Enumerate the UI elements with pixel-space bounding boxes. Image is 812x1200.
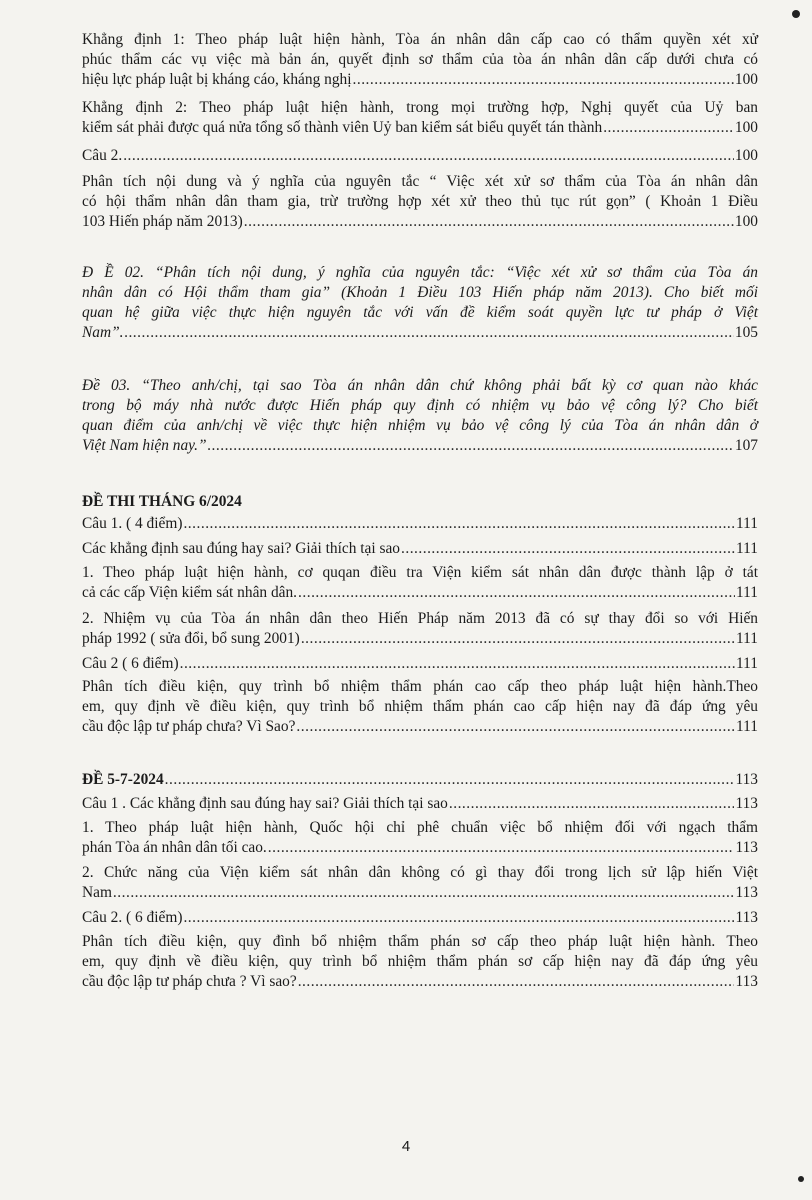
page-ref: 113: [735, 884, 758, 901]
entry-line: trong bộ máy nhà nước được Hiến pháp quy định có nhiệm vụ bảo vệ công lý? Cho biết: [82, 397, 758, 414]
entry-line: ĐỀ 5-7-2024: [82, 771, 164, 788]
page-ref: 113: [735, 795, 758, 812]
entry-line: có hội thẩm nhân dân tham gia, trừ trường hợp xét xử theo thủ tục rút gọn” ( Khoản 1 Điều: [82, 193, 758, 210]
entry-line: Việt Nam hiện nay.”: [82, 437, 207, 454]
section-heading[interactable]: [82, 492, 758, 512]
toc-entry[interactable]: [82, 30, 758, 90]
toc-entry[interactable]: [82, 818, 758, 858]
page-ref: 111: [736, 630, 758, 647]
page-ref: 111: [736, 718, 758, 735]
page-ref: 105: [734, 324, 758, 341]
entry-line: hiệu lực pháp luật bị kháng cáo, kháng nghị: [82, 71, 352, 88]
toc-entry[interactable]: [82, 172, 758, 232]
entry-line: cả các cấp Viện kiểm sát nhân dân.: [82, 584, 298, 601]
entry-line: cầu độc lập tư pháp chưa ? Vì sao?: [82, 973, 297, 990]
entry-line: 2. Chức năng của Viện kiểm sát nhân dân không có gì thay đổi trong lịch sử lập hiến Việt: [82, 864, 758, 881]
page-ref: 100: [734, 213, 758, 230]
entry-line: quan điểm của anh/chị về việc thực hiện nhiệm vụ bảo vệ công lý của Tòa án nhân dân ở: [82, 417, 758, 434]
page-ref: 113: [735, 973, 758, 990]
toc-entry[interactable]: [82, 563, 758, 603]
entry-line: 1. Theo pháp luật hiện hành, Quốc hội chỉ phê chuẩn việc bổ nhiệm đối với ngạch thẩm: [82, 819, 758, 836]
page-number: 4: [401, 1138, 411, 1155]
page-ref: 111: [736, 655, 758, 672]
toc-entry[interactable]: [82, 932, 758, 992]
entry-line: Các khẳng định sau đúng hay sai? Giải thích tại sao: [82, 540, 400, 557]
entry-line: em, quy định về điều kiện, quy trình bổ nhiệm thẩm phán cao cấp hiện nay đã đáp ứng yêu: [82, 698, 758, 715]
page-ref: 111: [736, 584, 758, 601]
toc-entry[interactable]: [82, 263, 758, 343]
section-heading[interactable]: [82, 770, 758, 790]
entry-line: Phân tích nội dung và ý nghĩa của nguyên tắc “ Việc xét xử sơ thẩm của Tòa án nhân dân: [82, 173, 758, 190]
page-ref: 100: [734, 71, 758, 88]
entry-line: 2. Nhiệm vụ của Tòa án nhân dân theo Hiến Pháp năm 2013 đã có sự thay đổi so với Hiến: [82, 610, 758, 627]
entry-line: 103 Hiến pháp năm 2013): [82, 213, 243, 230]
scan-mark: [798, 1176, 804, 1182]
entry-line: Câu 1 . Các khẳng định sau đúng hay sai? Giải thích tại sao: [82, 795, 448, 812]
entry-line: Nam: [82, 884, 112, 901]
entry-line: Khẳng định 2: Theo pháp luật hiện hành, trong mọi trường hợp, Nghị quyết của Uỷ ban: [82, 99, 758, 116]
toc-entry[interactable]: [82, 654, 758, 674]
toc-entry[interactable]: [82, 863, 758, 903]
page-ref: 113: [735, 839, 758, 856]
toc-entry[interactable]: [82, 376, 758, 456]
page-ref: 107: [734, 437, 758, 454]
toc-entry[interactable]: [82, 794, 758, 814]
entry-line: Câu 1. ( 4 điểm): [82, 515, 183, 532]
entry-line: Câu 2.: [82, 147, 123, 164]
page-ref: 111: [736, 540, 758, 557]
toc-entry[interactable]: [82, 539, 758, 559]
entry-line: pháp 1992 ( sửa đổi, bổ sung 2001): [82, 630, 300, 647]
entry-line: Khẳng định 1: Theo pháp luật hiện hành, Tòa án nhân dân cấp cao có thẩm quyền xét xử: [82, 31, 758, 48]
scan-mark: [792, 10, 800, 18]
entry-line: em, quy định về điều kiện, quy trình bổ nhiệm thẩm phán sơ cấp hiện nay đã đáp ứng yêu: [82, 953, 758, 970]
page-ref: 100: [734, 147, 758, 164]
page-ref: 113: [735, 771, 758, 788]
entry-line: phúc thẩm các vụ việc mà bản án, quyết định sơ thẩm của tòa án nhân dân cấp dưới chưa có: [82, 51, 758, 68]
entry-line: Câu 2. ( 6 điểm): [82, 909, 183, 926]
entry-line: 1. Theo pháp luật hiện hành, cơ quqan điều tra Viện kiểm sát nhân dân được thành lập ở tát: [82, 564, 758, 581]
entry-line: kiểm sát phải được quá nửa tổng số thành viên Uỷ ban kiểm sát biểu quyết tán thành: [82, 119, 603, 136]
page-ref: 100: [734, 119, 758, 136]
toc-entry[interactable]: [82, 514, 758, 534]
page-ref: 111: [736, 515, 758, 532]
toc-entry[interactable]: [82, 146, 758, 166]
entry-line: Đ Ề 02. “Phân tích nội dung, ý nghĩa của nguyên tắc: “Việc xét xử sơ thẩm của Tòa án: [82, 264, 758, 281]
entry-line: Câu 2 ( 6 điểm): [82, 655, 179, 672]
toc-entry[interactable]: [82, 908, 758, 928]
entry-line: phán Tòa án nhân dân tối cao.: [82, 839, 267, 856]
entry-line: Nam”.: [82, 324, 124, 341]
entry-line: cầu độc lập tư pháp chưa? Vì Sao?: [82, 718, 296, 735]
toc-entry[interactable]: [82, 609, 758, 649]
toc-entry[interactable]: [82, 677, 758, 737]
entry-line: quan hệ giữa việc thực hiện nguyên tắc với vấn đề kiểm soát quyền lực tư pháp ở Việt: [82, 304, 758, 321]
page-ref: 113: [735, 909, 758, 926]
entry-line: ĐỀ THI THÁNG 6/2024: [82, 493, 242, 510]
entry-line: Phân tích điều kiện, quy trình bổ nhiệm thẩm phán cao cấp theo pháp luật hiện hành.Theo: [82, 678, 758, 695]
entry-line: nhân dân có Hội thẩm tham gia” (Khoản 1 Điều 103 Hiến pháp năm 2013). Cho biết mối: [82, 284, 758, 301]
entry-line: Phân tích điều kiện, quy đình bổ nhiệm thẩm phán sơ cấp theo pháp luật hiện hành. Theo: [82, 933, 758, 950]
toc-entry[interactable]: [82, 98, 758, 138]
entry-line: Đề 03. “Theo anh/chị, tại sao Tòa án nhân dân chứ không phải bất kỳ cơ quan nào khác: [82, 377, 758, 394]
